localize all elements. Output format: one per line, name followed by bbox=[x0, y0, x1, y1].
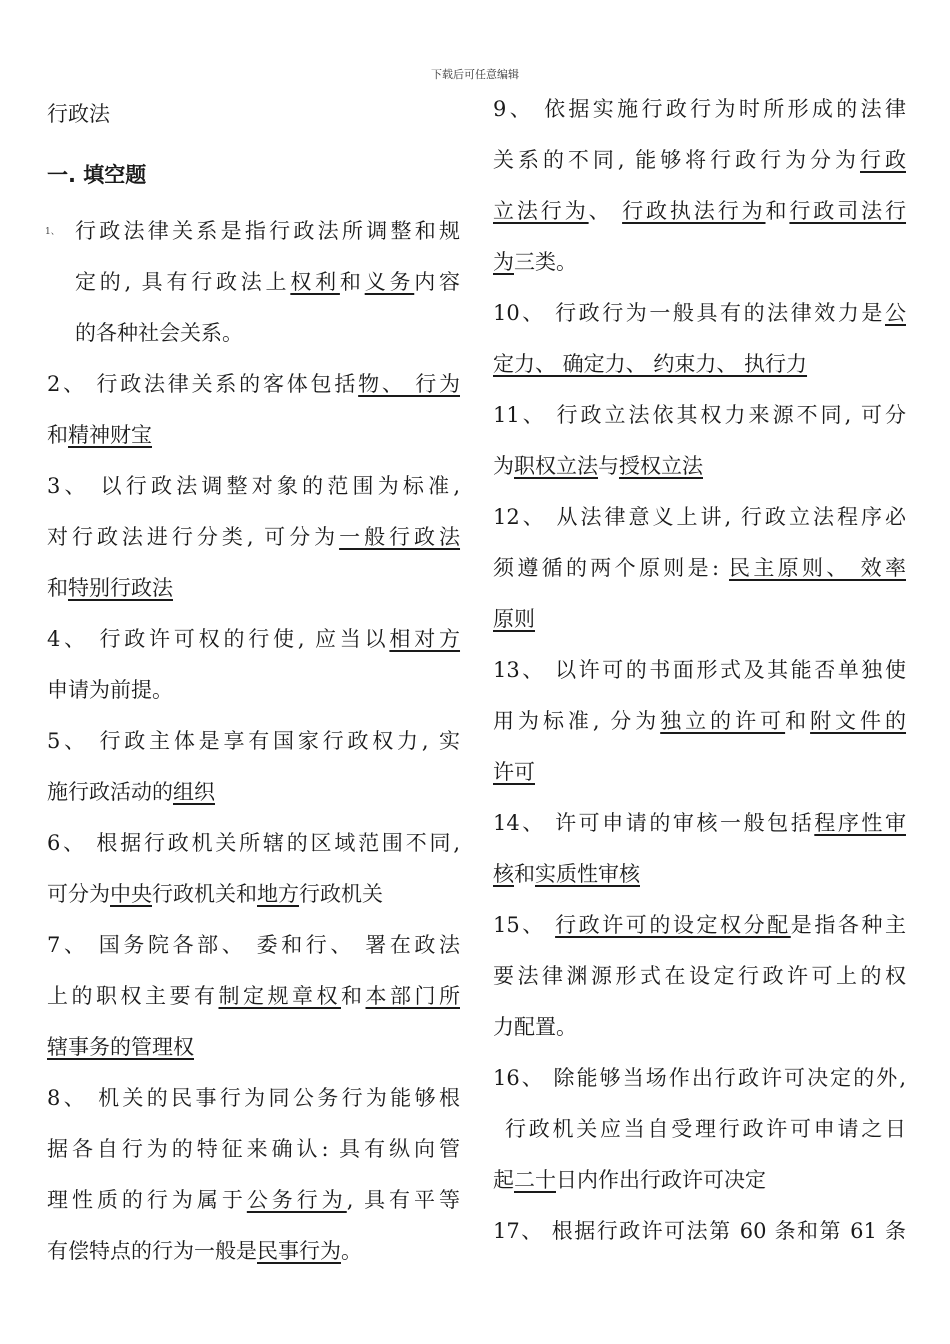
document-title: 行政法 bbox=[47, 102, 110, 126]
section-title: 一. 填空题 bbox=[47, 163, 147, 187]
question-1: 1、 行政法律关系是指行政法所调整和规 定的, 具有行政法上权利和义务内容 的各种社会关系。 bbox=[45, 219, 461, 345]
answer-blank: 行政司法行 bbox=[789, 199, 907, 223]
question-number: 1、 bbox=[45, 227, 60, 237]
question-9: 9、 依据实施行政行为时所形成的法律 关系的不同, 能够将行政行为分为行政 立法行为、 行政执法行为和行政司法行 为三类。 bbox=[493, 97, 907, 274]
answer-blank: 二十 bbox=[514, 1168, 556, 1192]
answer-blank: 公务行为 bbox=[246, 1188, 347, 1212]
question-5: 5、 行政主体是享有国家行政权力, 实 施行政活动的组织 bbox=[47, 729, 460, 804]
answer-blank: 相对方 bbox=[389, 627, 461, 651]
answer-blank: 行政执法行为 bbox=[622, 199, 766, 223]
answer-blank: 为 bbox=[493, 250, 514, 274]
answer-blank: 立法行为 bbox=[493, 199, 589, 223]
answer-blank: 民主原则、 效率 bbox=[729, 556, 906, 580]
answer-blank: 职权立法 bbox=[514, 454, 598, 478]
question-10: 10、 行政行为一般具有的法律效力是公 定力、 确定力、 约束力、 执行力 bbox=[493, 301, 906, 376]
answer-blank: 实质性审核 bbox=[535, 862, 640, 886]
left-column bbox=[47, 84, 460, 1277]
answer-blank: 行政许可的设定权分配 bbox=[555, 913, 791, 937]
question-12: 12、 从法律意义上讲, 行政立法程序必 须遵循的两个原则是: 民主原则、 效率 原则 bbox=[493, 505, 906, 631]
answer-blank: 行政 bbox=[860, 148, 906, 172]
answer-blank: 原则 bbox=[493, 607, 535, 631]
question-13: 13、 以许可的书面形式及其能否单独使 用为标准, 分为独立的许可和附文件的 许可 bbox=[493, 658, 907, 784]
answer-blank: 独立的许可 bbox=[660, 709, 786, 733]
page-header: 下载后可任意编辑 bbox=[431, 68, 519, 81]
answer-blank: 一般行政法 bbox=[339, 525, 461, 549]
answer-blank: 中央 bbox=[110, 882, 152, 906]
answer-blank: 精神财宝 bbox=[68, 423, 152, 447]
question-4: 4、 行政许可权的行使, 应当以相对方 申请为前提。 bbox=[47, 627, 461, 702]
answer-blank: 许可 bbox=[493, 760, 535, 784]
answer-blank: 义务 bbox=[364, 270, 415, 294]
question-11: 11、 行政立法依其权力来源不同, 可分 为职权立法与授权立法 bbox=[493, 403, 906, 478]
answer-blank: 民事行为 bbox=[257, 1239, 341, 1263]
question-15: 15、 行政许可的设定权分配是指各种主 要法律渊源形式在设定行政许可上的权 力配置。 bbox=[493, 913, 907, 1039]
answer-blank: 地方 bbox=[257, 882, 299, 906]
right-column bbox=[493, 84, 906, 1257]
answer-blank: 授权立法 bbox=[619, 454, 703, 478]
answer-blank: 制定规章权 bbox=[218, 984, 341, 1008]
answer-blank: 辖事务的管理权 bbox=[47, 1035, 194, 1059]
answer-blank: 附文件的 bbox=[810, 709, 907, 733]
answer-blank: 程序性审 bbox=[814, 811, 906, 835]
answer-blank: 本部门所 bbox=[365, 984, 460, 1008]
question-16: 16、 除能够当场作出行政许可决定的外, 行政机关应当自受理行政许可申请之日 起二十日内作出行政许可决定 bbox=[493, 1066, 906, 1192]
answer-blank: 物、 行为 bbox=[358, 372, 460, 396]
question-6: 6、 根据行政机关所辖的区域范围不同, 可分为中央行政机关和地方行政机关 bbox=[47, 831, 460, 906]
question-7: 7、 国务院各部、 委和行、 署在政法 上的职权主要有制定规章权和本部门所 辖事务的管理权 bbox=[47, 933, 460, 1059]
answer-blank: 特别行政法 bbox=[68, 576, 173, 600]
question-2: 2、 行政法律关系的客体包括物、 行为 和精神财宝 bbox=[47, 372, 460, 447]
answer-blank: 组织 bbox=[173, 780, 215, 804]
question-17: 17、 根据行政许可法第 60 条和第 61 条 bbox=[493, 1219, 906, 1243]
answer-blank: 公 bbox=[885, 301, 906, 325]
answer-blank: 权利 bbox=[290, 270, 340, 294]
answer-blank: 定力、 确定力、 约束力、 执行力 bbox=[493, 352, 808, 376]
question-3: 3、 以行政法调整对象的范围为标准, 对行政法进行分类, 可分为一般行政法 和特别行政法 bbox=[47, 474, 461, 600]
answer-blank: 核 bbox=[493, 862, 514, 886]
question-14: 14、 许可申请的审核一般包括程序性审 核和实质性审核 bbox=[493, 811, 906, 886]
question-8: 8、 机关的民事行为同公务行为能够根 据各自行为的特征来确认: 具有纵向管 理性质的行为属于公务行为, 具有平等 有偿特点的行为一般是民事行为。 bbox=[47, 1086, 461, 1263]
